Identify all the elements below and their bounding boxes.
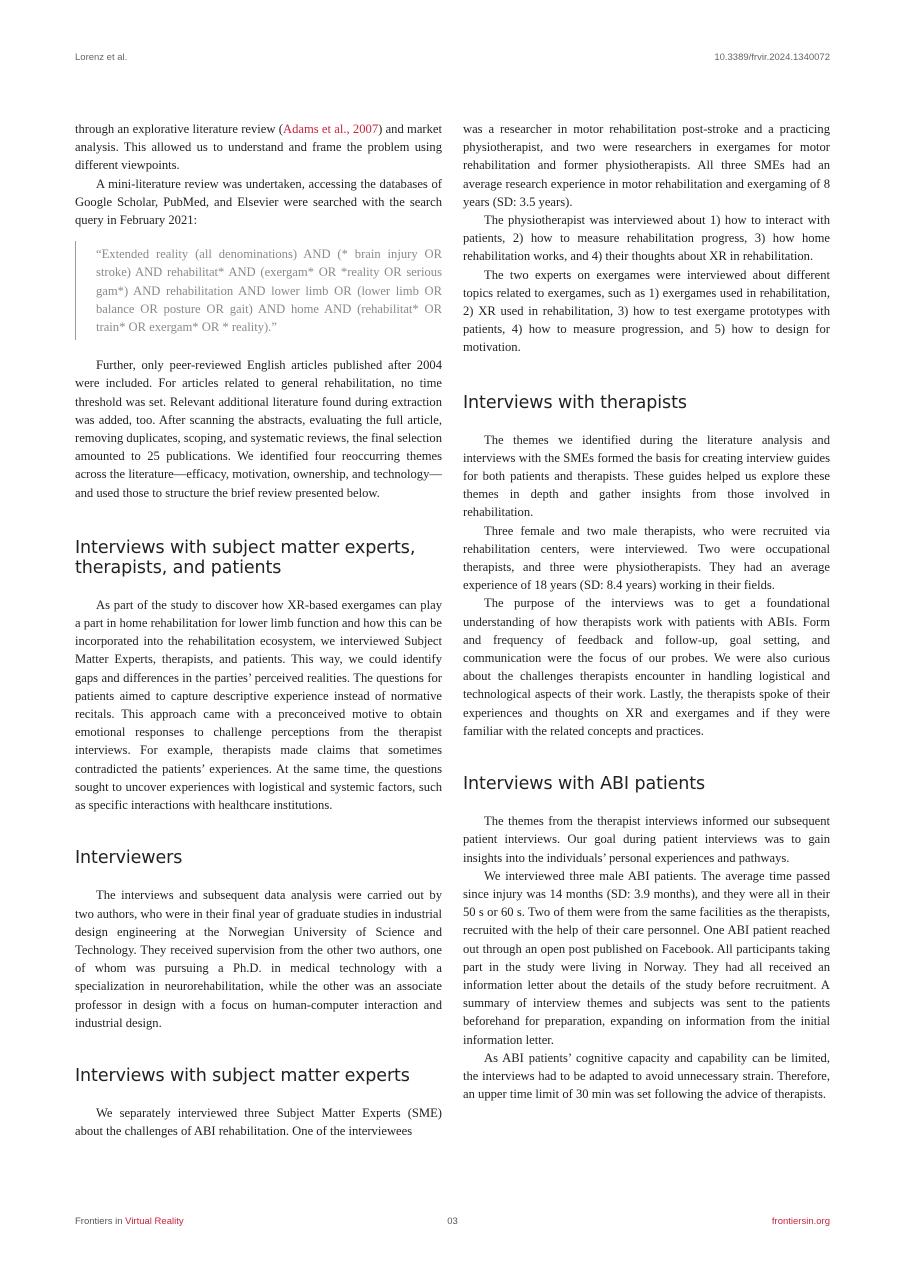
paragraph: was a researcher in motor rehabilitation post-stroke and a practicing physiotherapist, and two were researchers in exergames for motor rehabilitation and former physiotherapists. All three SMEs had an average research experience in motor rehabilitation and exergaming of 8 years (SD: 3.5 years). bbox=[463, 122, 830, 209]
paragraph: We separately interviewed three Subject Matter Experts (SME) about the challenges of ABI rehabilitation. One of the interviewees bbox=[75, 1105, 442, 1139]
paragraph: As part of the study to discover how XR-based exergames can play a part in home rehabilitation for lower limb function and how this can be incorporated into the rehabilitation ecosystem, we interviewed Subject Matter Experts, therapists, and patients. This way, we could identify gaps and differences in the parties’ perceived realities. The questions for patients aimed to capture descriptive experience instead of normative recitals. This approach came with a preconceived motive to obtain emotional responses to challenge perceptions from the therapist interviews. For example, therapists made claims that sometimes contradicted the patients’ experiences. At the same time, the questions sought to uncover experiences with logistical and systemic factors, such as specific interactions with healthcare institutions. bbox=[75, 597, 442, 813]
section-heading: Interviews with ABI patients bbox=[463, 774, 706, 795]
section-heading: Interviewers bbox=[75, 848, 183, 869]
section-heading: Interviews with subject matter experts bbox=[75, 1065, 410, 1086]
doi[interactable]: 10.3389/frvir.2024.1340072 bbox=[714, 52, 830, 63]
citation-link[interactable]: Adams et al., 2007 bbox=[282, 122, 379, 136]
journal-link[interactable]: Virtual Reality bbox=[125, 1216, 184, 1227]
paragraph: A mini-literature review was undertaken, accessing the databases of Google Scholar, PubMed, and Elsevier were searched with the search query in February 2021: bbox=[75, 176, 442, 228]
paragraph: through an explorative literature review (Adams et al., 2007) and market analysis. This allowed us to understand and frame the problem using different viewpoints. bbox=[75, 122, 443, 173]
paragraph: The two experts on exergames were interviewed about different topics related to exergames, such as 1) exergames used in rehabilitation, 2) XR used in rehabilitation, 3) how to test exergame prototypes with patients, 4) how to measure progression, and 5) how to design for motivation. bbox=[463, 267, 830, 355]
paragraph: The themes we identified during the literature analysis and interviews with the SMEs formed the basis for creating interview guides for both patients and therapists. These guides helped us explore these themes in depth and gather insights from those involved in rehabilitation. bbox=[463, 432, 830, 520]
section-heading: Interviews with subject matter experts, therapists, and patients bbox=[75, 537, 416, 578]
search-query-blockquote bbox=[75, 241, 442, 340]
running-head bbox=[75, 52, 830, 63]
paragraph: The interviews and subsequent data analysis were carried out by two authors, who were in their final year of graduate studies in industrial design engineering at the Norwegian University of Science and Technology. They received supervision from the other two authors, one of whom was pursuing a Ph.D. in medical technology with a specialization in neurorehabilitation, while the other was an associate professor in design with a focus on human-computer interaction and industrial design. bbox=[75, 888, 442, 1030]
site-link[interactable]: frontiersin.org bbox=[771, 1216, 830, 1227]
paragraph: We interviewed three male ABI patients. The average time passed since injury was 14 months (SD: 3.9 months), and they were all in their 50 s or 60 s. Two of them were from the same facilities as the therapists, recruited with the help of their care personnel. One ABI patient reached out through an open post published on Facebook. All participants taking part in the study were living in Norway. They had all received an information letter about the details of the study before recruitment. A summary of interview themes and subjects was sent to the patients beforehand for preparation, expanding on information from the initial information letter. bbox=[463, 868, 830, 1047]
search-query-text: “Extended reality (all denominations) AND (* brain injury OR stroke) AND rehabilitat* AND (exergam* OR *reality OR serious gam*) AND rehabilitation AND lower limb OR (lower limb OR balance OR posture OR gait) AND home AND (rehabilitat* OR train* OR exergam* OR * reality).” bbox=[96, 247, 442, 335]
page-footer bbox=[75, 1216, 830, 1227]
author-running-head: Lorenz et al. bbox=[75, 52, 128, 63]
paragraph: The purpose of the interviews was to get a foundational understanding of how therapists work with patients with ABIs. Form and frequency of feedback and follow-up, goal setting, and communication were the focus of our probes. We were also curious about the challenges therapists encounter in handling logistical and technological aspects of their work. Lastly, the therapists spoke of their experiences and thoughts on XR and exergames and if they were familiar with the related concepts and practices. bbox=[463, 596, 830, 738]
paragraph: The physiotherapist was interviewed about 1) how to interact with patients, 2) how to measure rehabilitation progress, 3) how home rehabilitation works, and 4) their thoughts about XR in rehabilitation. bbox=[463, 213, 830, 264]
paragraph: Further, only peer-reviewed English articles published after 2004 were included. For articles related to general rehabilitation, no time threshold was set. Relevant additional literature found during extraction was added, too. After scanning the abstracts, evaluating the full article, removing duplicates, scoping, and systematic reviews, the final selection amounted to 25 publications. We identified four reoccurring themes across the literature—efficacy, motivation, ownership, and technology—and used those to structure the brief review presented below. bbox=[75, 358, 442, 500]
journal-label: Frontiers in Virtual Reality bbox=[75, 1216, 184, 1227]
paragraph: As ABI patients’ cognitive capacity and capability can be limited, the interviews had to be adapted to avoid unnecessary strain. Therefore, an upper time limit of 30 min was set following the advice of therapists. bbox=[463, 1050, 830, 1102]
left-column bbox=[75, 120, 442, 1140]
right-column bbox=[463, 120, 830, 1103]
paragraph: Three female and two male therapists, who were recruited via rehabilitation centers, were interviewed. Two were occupational therapists, and three were physiotherapists. They had an average experience of 18 years (SD: 8.4 years) working in their fields. bbox=[463, 523, 830, 593]
page-number: 03 bbox=[447, 1216, 458, 1227]
paragraph: The themes from the therapist interviews informed our subsequent patient interviews. Our goal during patient interviews was to gain insights into the individuals’ personal experiences and pathways. bbox=[463, 814, 830, 865]
section-heading: Interviews with therapists bbox=[463, 392, 687, 413]
